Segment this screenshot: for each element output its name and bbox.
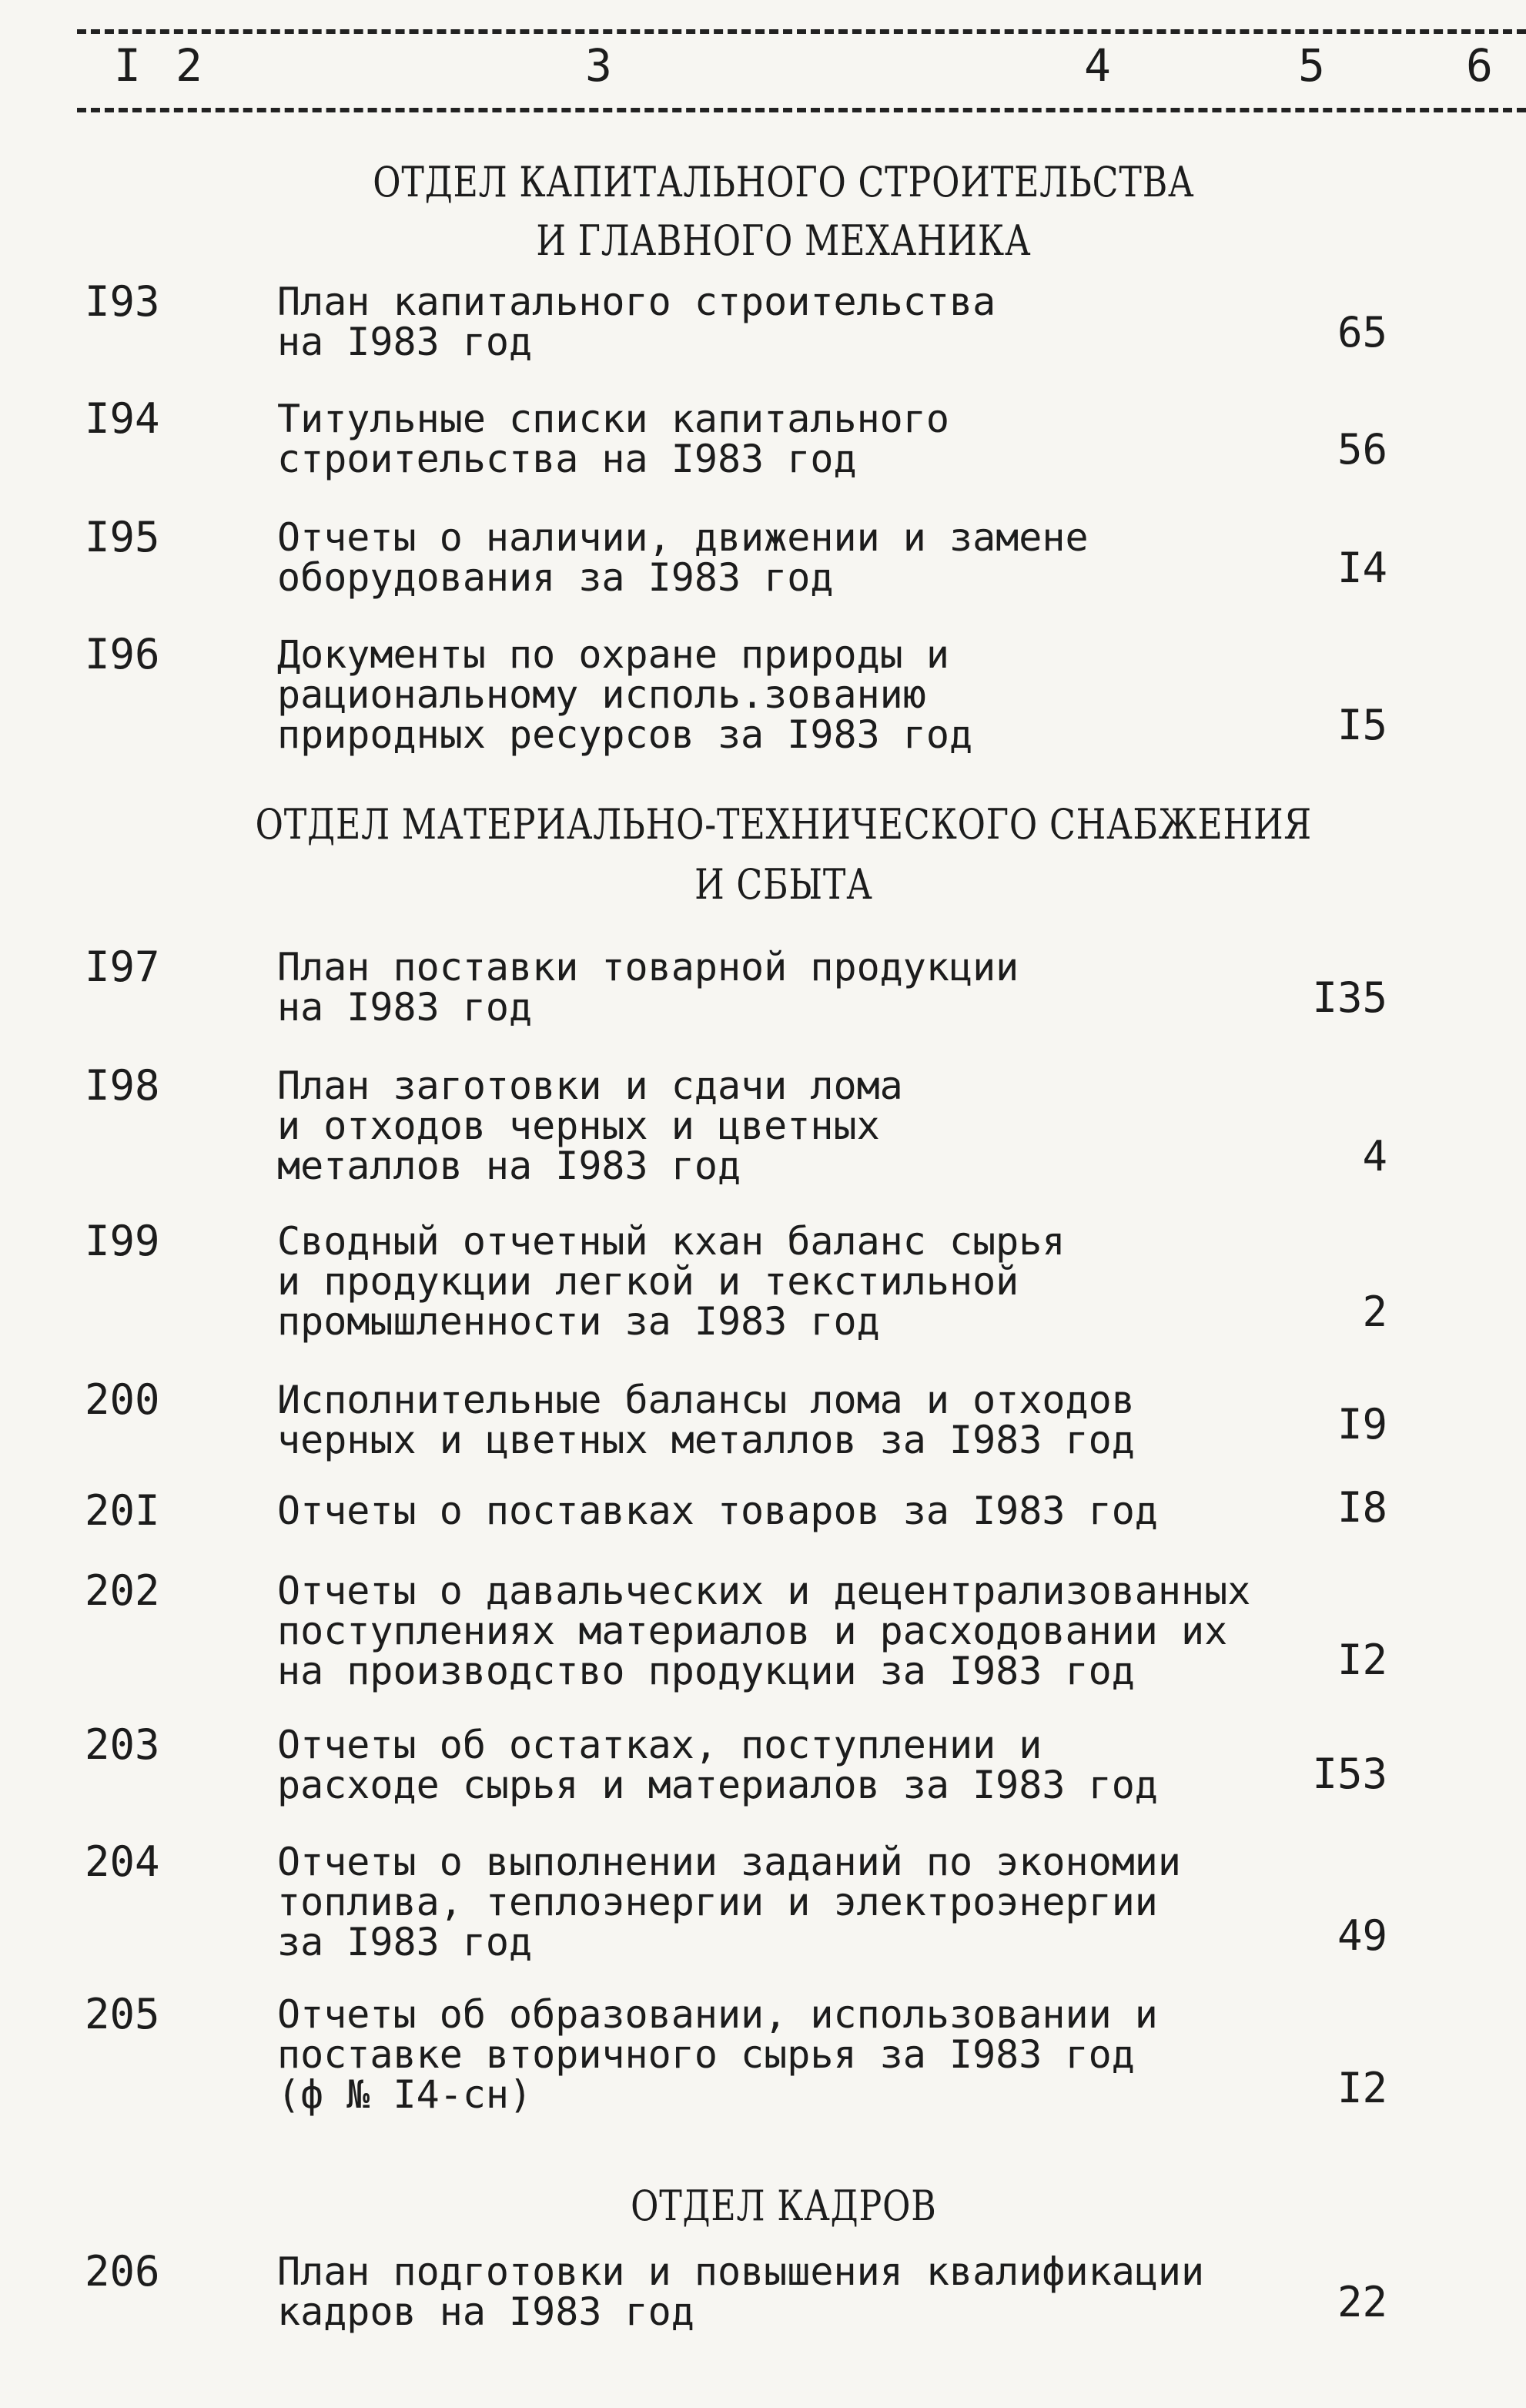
item-title: План подготовки и повышения квалификации кадров на I983 год	[277, 2249, 1205, 2334]
item-count: I8	[1337, 1483, 1387, 1532]
item-number: 205	[85, 1990, 160, 2038]
item-count: 56	[1337, 425, 1387, 474]
item-title: Документы по охране природы и рациональному исполь.зованию природных ресурсов за I983 год	[277, 632, 973, 757]
item-count: I4	[1337, 544, 1387, 592]
item-count: 22	[1337, 2278, 1387, 2326]
header-top-rule	[77, 29, 1526, 34]
item-title: Отчеты о выполнении заданий по экономии топлива, теплоэнергии и электроэнергии за I983 год	[277, 1840, 1181, 1964]
section-title: ОТДЕЛ КАПИТАЛЬНОГО СТРОИТЕЛЬСТВА	[373, 158, 1195, 206]
item-number: I93	[85, 277, 160, 326]
item-title: Отчеты о давальческих и децентрализованных поступлениях материалов и расходовании их на производство продукции за I983 год	[277, 1569, 1251, 1693]
section-title: И СБЫТА	[694, 860, 873, 909]
item-title: Отчеты о наличии, движении и замене оборудования за I983 год	[277, 515, 1089, 600]
item-title: План капитального строительства на I983 год	[277, 280, 996, 364]
item-number: I99	[85, 1217, 160, 1265]
item-number: 20I	[85, 1486, 160, 1535]
header-col-3: 3	[585, 39, 612, 92]
header-col-1: I	[114, 39, 141, 92]
item-number: I96	[85, 630, 160, 678]
item-number: 203	[85, 1720, 160, 1769]
header-bottom-rule	[77, 108, 1526, 112]
section-title: ОТДЕЛ КАДРОВ	[631, 2182, 937, 2230]
item-number: 200	[85, 1375, 160, 1424]
item-number: I95	[85, 513, 160, 561]
item-count: I53	[1312, 1750, 1387, 1798]
header-col-6: 6	[1466, 39, 1493, 92]
item-count: I5	[1337, 701, 1387, 749]
item-title: План заготовки и сдачи лома и отходов черных и цветных металлов на I983 год	[277, 1063, 903, 1188]
item-count: 4	[1362, 1132, 1387, 1181]
item-count: I2	[1337, 2064, 1387, 2112]
item-title: Исполнительные балансы лома и отходов черных и цветных металлов за I983 год	[277, 1378, 1135, 1462]
item-title: Отчеты о поставках товаров за I983 год	[277, 1489, 1158, 1533]
item-title: Сводный отчетный кхан баланс сырья и продукции легкой и текстильной промышленности за I983 год	[277, 1219, 1066, 1344]
item-count: I35	[1312, 973, 1387, 1022]
item-count: 49	[1337, 1911, 1387, 1960]
item-number: I97	[85, 943, 160, 991]
item-count: 2	[1362, 1288, 1387, 1336]
item-number: I98	[85, 1061, 160, 1110]
section-title: ОТДЕЛ МАТЕРИАЛЬНО-ТЕХНИЧЕСКОГО СНАБЖЕНИЯ	[255, 800, 1312, 849]
item-number: 204	[85, 1837, 160, 1886]
item-count: I9	[1337, 1400, 1387, 1448]
item-number: I94	[85, 394, 160, 443]
header-col-4: 4	[1084, 39, 1111, 92]
header-col-5: 5	[1298, 39, 1325, 92]
item-count: 65	[1337, 308, 1387, 357]
item-title: Отчеты об остатках, поступлении и расходе сырья и материалов за I983 год	[277, 1723, 1158, 1807]
item-number: 202	[85, 1566, 160, 1615]
item-title: Титульные списки капитального строительства на I983 год	[277, 397, 949, 481]
item-title: Отчеты об образовании, использовании и поставке вторичного сырья за I983 год (ф № I4-сн)	[277, 1992, 1158, 2117]
item-title: План поставки товарной продукции на I983 год	[277, 945, 1019, 1030]
item-count: I2	[1337, 1636, 1387, 1684]
header-col-2: 2	[176, 39, 202, 92]
section-title: И ГЛАВНОГО МЕХАНИКА	[536, 216, 1032, 265]
item-number: 206	[85, 2247, 160, 2296]
